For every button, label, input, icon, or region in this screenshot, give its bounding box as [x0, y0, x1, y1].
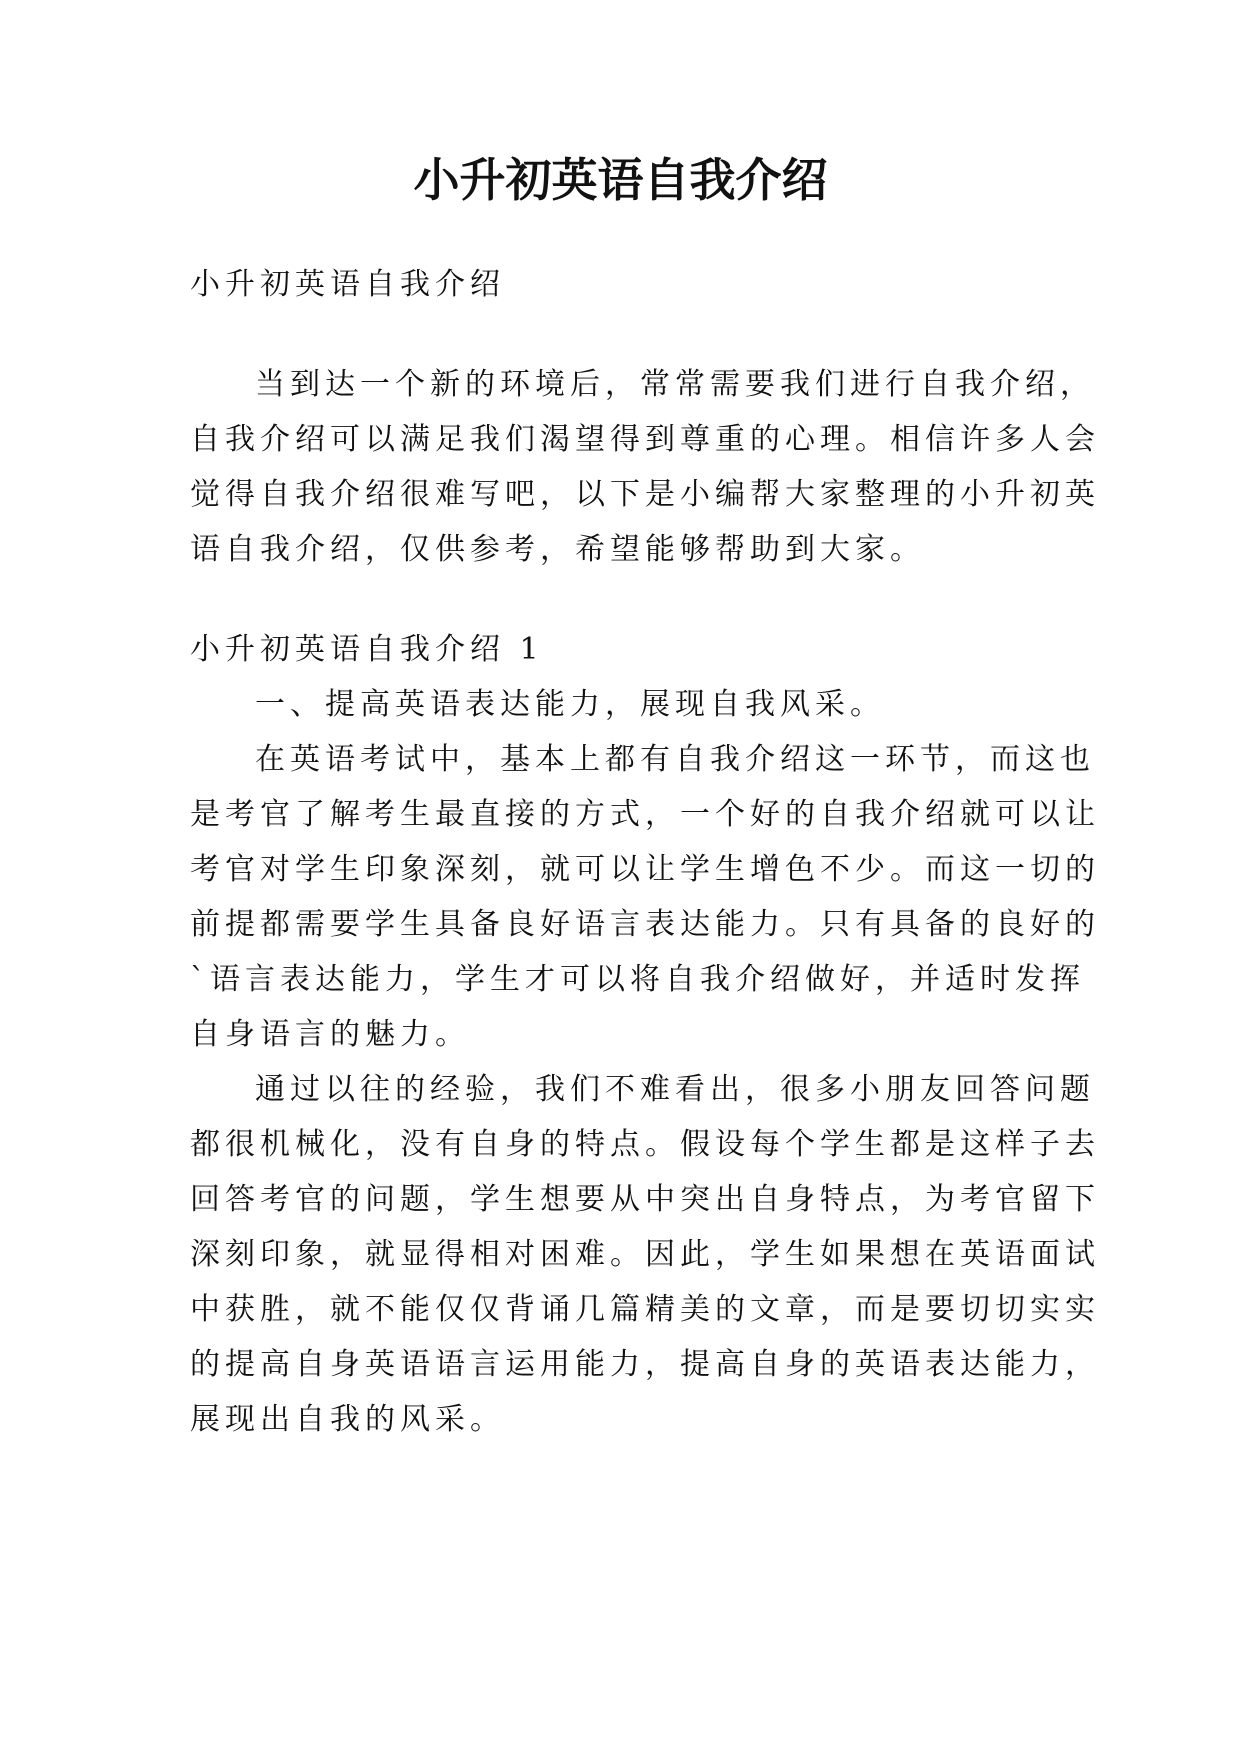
section-heading: 小升初英语自我介绍 1: [190, 632, 544, 667]
para1-line: 自身语言的魅力。: [190, 1017, 470, 1052]
para1-line: 在英语考试中，基本上都有自我介绍这一环节，而这也: [255, 742, 1095, 777]
para2-line: 回答考官的问题，学生想要从中突出自身特点，为考官留下: [190, 1182, 1100, 1217]
para2-line: 深刻印象，就显得相对困难。因此，学生如果想在英语面试: [190, 1237, 1100, 1272]
intro-line: 觉得自我介绍很难写吧，以下是小编帮大家整理的小升初英: [190, 477, 1100, 512]
para2-line: 中获胜，就不能仅仅背诵几篇精美的文章，而是要切切实实: [190, 1292, 1100, 1327]
para1-line: 考官对学生印象深刻，就可以让学生增色不少。而这一切的: [190, 852, 1100, 887]
para2-line: 通过以往的经验，我们不难看出，很多小朋友回答问题: [255, 1072, 1095, 1107]
para1-line: 前提都需要学生具备良好语言表达能力。只有具备的良好的: [190, 907, 1100, 942]
intro-line: 当到达一个新的环境后，常常需要我们进行自我介绍，: [255, 367, 1095, 402]
subtitle: 小升初英语自我介绍: [190, 267, 505, 302]
para2-line: 的提高自身英语语言运用能力，提高自身的英语表达能力，: [190, 1347, 1100, 1382]
intro-line: 语自我介绍，仅供参考，希望能够帮助到大家。: [190, 532, 925, 567]
para1-line: 是考官了解考生最直接的方式，一个好的自我介绍就可以让: [190, 797, 1100, 832]
para1-line: `语言表达能力，学生才可以将自我介绍做好，并适时发挥: [190, 962, 1085, 997]
point-one-heading: 一、提高英语表达能力，展现自我风采。: [255, 687, 885, 722]
para2-line: 都很机械化，没有自身的特点。假设每个学生都是这样子去: [190, 1127, 1100, 1162]
para2-line: 展现出自我的风采。: [190, 1402, 505, 1437]
document-title: 小升初英语自我介绍: [413, 153, 828, 207]
intro-line: 自我介绍可以满足我们渴望得到尊重的心理。相信许多人会: [190, 422, 1100, 457]
